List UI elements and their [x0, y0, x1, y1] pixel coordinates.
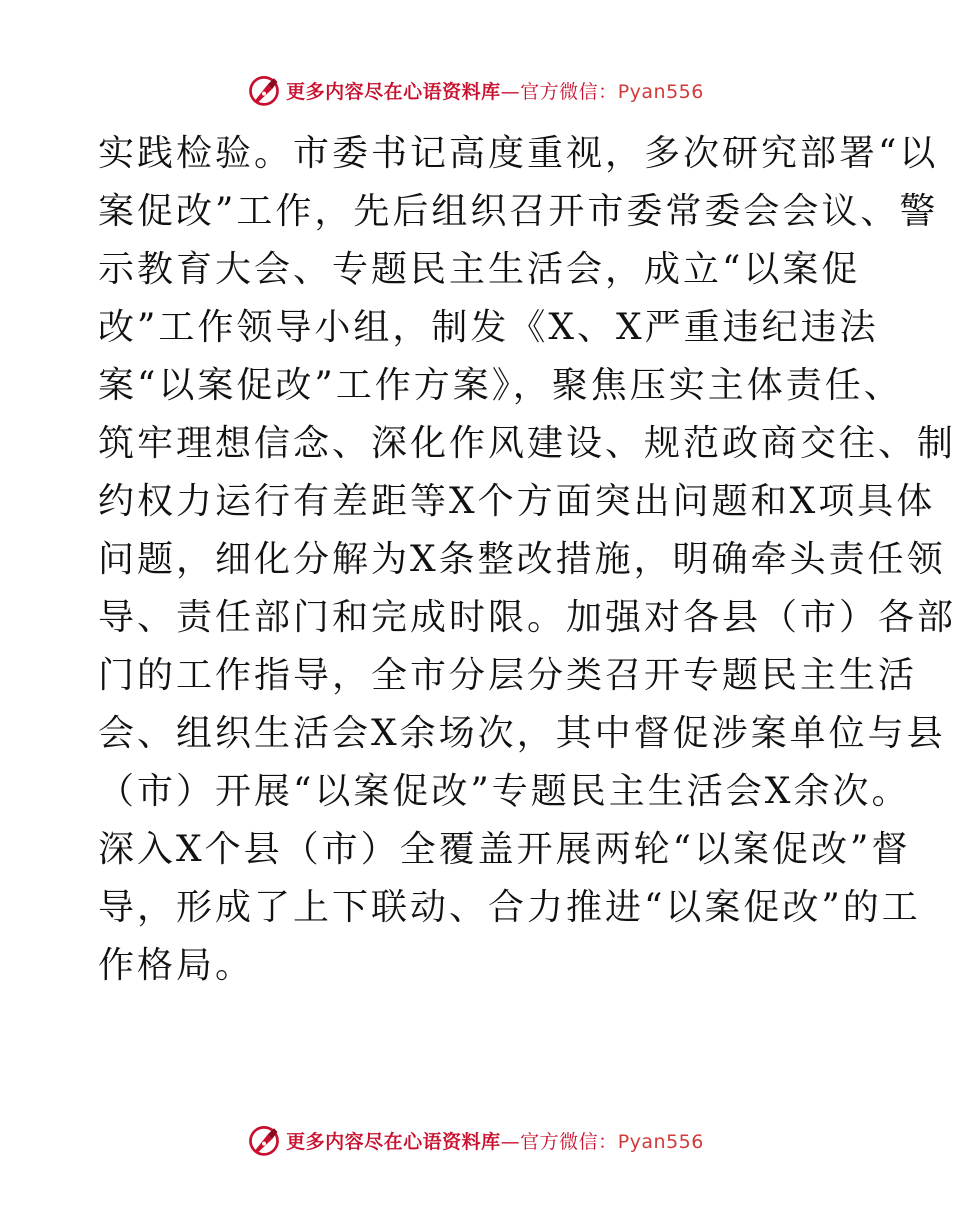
- paragraph-line: 导，形成了上下联动、合力推进“以案促改”的工: [98, 887, 921, 928]
- paragraph-line: 门的工作指导，全市分层分类召开专题民主生活: [98, 655, 918, 696]
- paragraph-line: （市）开展“以案促改”专题民主生活会X余次。: [98, 771, 911, 812]
- paragraph-line: 深入X个县（市）全覆盖开展两轮“以案促改”督: [98, 829, 911, 870]
- header-brand-text: 更多内容尽在心语资料库: [286, 80, 501, 103]
- paragraph-line: 约权力运行有差距等X个方面突出问题和X项具体: [98, 481, 936, 522]
- paragraph-line: 问题，细化分解为X条整改措施，明确牵头责任领: [98, 539, 946, 580]
- paragraph-line: 会、组织生活会X余场次，其中督促涉案单位与县: [98, 713, 946, 754]
- footer-account-text: Pyan556: [617, 1130, 704, 1153]
- paragraph-line: 案促改”工作，先后组织召开市委常委会会议、警: [98, 191, 939, 232]
- pen-nib-logo-icon: [246, 72, 282, 108]
- header-watermark-banner: [0, 70, 950, 110]
- footer-dash: —: [500, 1130, 521, 1153]
- footer-wechat-label: 官方微信：: [520, 1130, 618, 1153]
- footer-watermark-text: [286, 1127, 704, 1154]
- header-wechat-label: 官方微信：: [520, 80, 618, 103]
- paragraph-line: 示教育大会、专题民主生活会，成立“以案促: [98, 249, 861, 290]
- document-paragraph: [98, 125, 956, 995]
- paragraph-line: 导、责任部门和完成时限。加强对各县（市）各部: [98, 597, 956, 638]
- footer-watermark-banner: [0, 1120, 950, 1160]
- footer-brand-text: 更多内容尽在心语资料库: [286, 1130, 501, 1153]
- header-account-text: Pyan556: [617, 80, 704, 103]
- paragraph-line: 实践检验。市委书记高度重视，多次研究部署“以: [98, 133, 939, 174]
- paragraph-line: 案“以案促改”工作方案》，聚焦压实主体责任、: [98, 365, 903, 406]
- paragraph-line: 筑牢理想信念、深化作风建设、规范政商交往、制: [98, 423, 956, 464]
- header-watermark-text: [286, 77, 704, 104]
- header-dash: —: [500, 80, 521, 103]
- paragraph-line: 改”工作领导小组，制发《X、X严重违纪违法: [98, 307, 879, 348]
- paragraph-line: 作格局。: [98, 945, 255, 986]
- pen-nib-logo-icon: [246, 1122, 282, 1158]
